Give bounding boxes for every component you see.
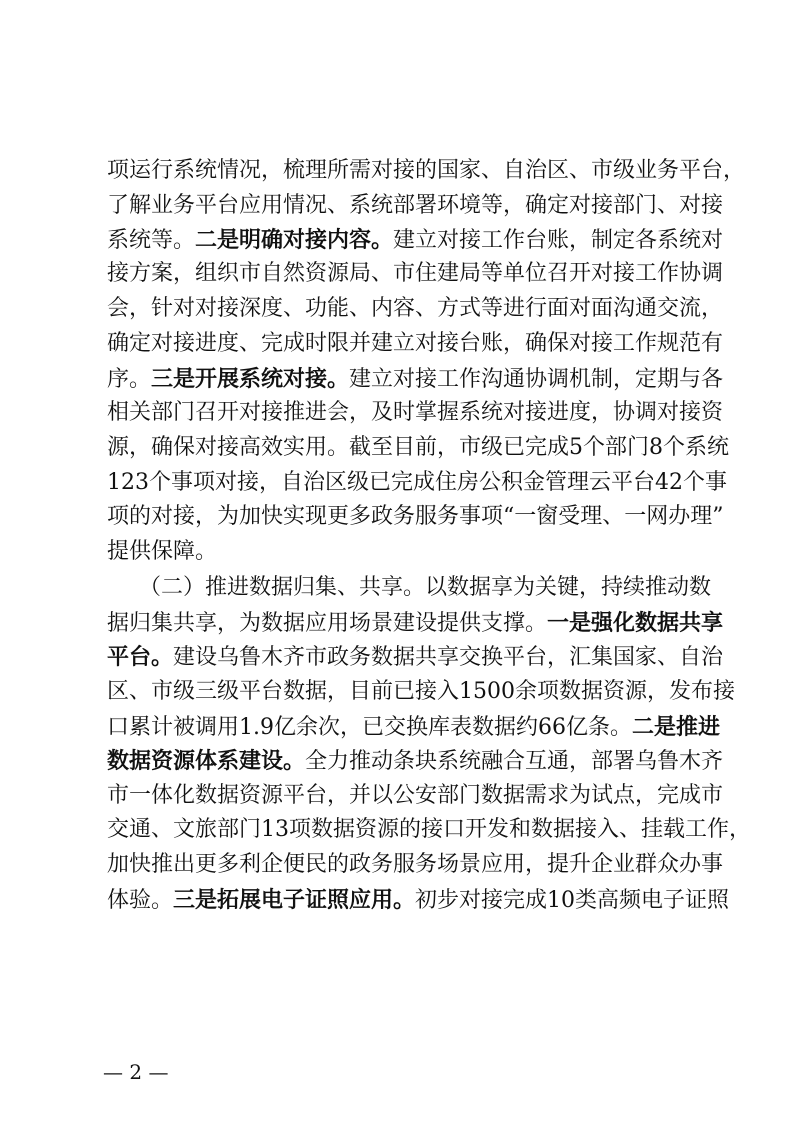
text-segment: 据归集共享，为数据应用场景建设提供支撑。 — [107, 611, 548, 636]
text-segment: 体验。 — [107, 888, 174, 913]
text-segment: 交通、文旅部门13项数据资源的接口开发和数据接入、挂载工作， — [107, 817, 751, 842]
text-line — [107, 259, 724, 289]
text-line — [107, 364, 724, 395]
text-segment: 序。 — [107, 367, 152, 392]
text-line — [107, 815, 751, 845]
text-segment: 了解业务平台应用情况、系统部署环境等，确定对接部门、对接 — [107, 193, 724, 218]
text-line — [107, 677, 735, 707]
text-line — [107, 850, 724, 880]
text-segment: 口累计被调用1.9亿余次，已交换库表数据约66亿条。 — [107, 715, 632, 740]
text-segment: 建设乌鲁木齐市政务数据共享交换平台，汇集国家、自治 — [173, 645, 724, 670]
text-segment: 项的对接，为加快实现更多政务服务事项“一窗受理、一网办理” — [107, 504, 724, 529]
bold-text-segment: 数据资源体系建设。 — [107, 748, 306, 774]
bold-text-segment: 二是推进 — [631, 714, 720, 740]
text-segment: 会，针对对接深度、功能、内容、方式等进行面对面沟通交流， — [107, 296, 724, 321]
text-segment: 接方案，组织市自然资源局、市住建局等单位召开对接工作协调 — [107, 261, 724, 286]
text-line — [107, 642, 724, 673]
text-line — [107, 156, 746, 186]
text-line — [107, 885, 730, 916]
text-line — [107, 468, 727, 498]
bold-text-segment: 平台。 — [107, 644, 174, 670]
text-segment: 123个事项对接，自治区级已完成住房公积金管理云平台42个事 — [107, 470, 727, 495]
text-line — [107, 433, 729, 463]
text-line — [107, 225, 724, 256]
text-segment: 区、市级三级平台数据，目前已接入1500余项数据资源，发布接 — [107, 679, 735, 704]
bold-text-segment: 三是拓展电子证照应用。 — [173, 887, 416, 913]
text-line — [107, 329, 724, 359]
text-segment: 初步对接完成10类高频电子证照 — [415, 888, 730, 913]
text-line — [139, 573, 712, 603]
text-line — [107, 712, 720, 743]
text-line — [107, 502, 724, 532]
text-segment: 建立对接工作沟通协调机制，定期与各 — [349, 367, 724, 392]
bold-text-segment: 二是明确对接内容。 — [195, 227, 394, 253]
text-segment: 系统等。 — [107, 228, 196, 253]
text-segment: 建立对接工作台账，制定各系统对 — [393, 228, 724, 253]
text-line — [107, 608, 724, 639]
text-line — [107, 781, 724, 811]
bold-text-segment: 一是强化数据共享 — [547, 610, 724, 636]
text-segment: 项运行系统情况，梳理所需对接的国家、自治区、市级业务平台， — [107, 158, 746, 183]
text-segment: 全力推动条块系统融合互通，部署乌鲁木齐 — [305, 749, 724, 774]
text-line — [107, 191, 724, 221]
text-segment: （二）推进数据归集、共享。以数据享为关键，持续推动数 — [139, 575, 712, 600]
text-segment: 相关部门召开对接推进会，及时掌握系统对接进度，协调对接资 — [107, 400, 724, 425]
bold-text-segment: 三是开展系统对接。 — [151, 366, 350, 392]
page-number: — 2 — — [103, 1060, 169, 1084]
text-segment: 加快推出更多利企便民的政务服务场景应用，提升企业群众办事 — [107, 852, 724, 877]
text-line — [107, 537, 697, 567]
text-line — [107, 746, 724, 777]
text-segment: 确定对接进度、完成时限并建立对接台账，确保对接工作规范有 — [107, 331, 724, 356]
text-line — [107, 294, 724, 324]
text-segment: 源，确保对接高效实用。截至目前，市级已完成5个部门8个系统 — [107, 435, 729, 460]
text-segment: 市一体化数据资源平台，并以公安部门数据需求为试点，完成市 — [107, 783, 724, 808]
text-segment: 提供保障。 — [107, 539, 218, 564]
text-line — [107, 398, 724, 428]
